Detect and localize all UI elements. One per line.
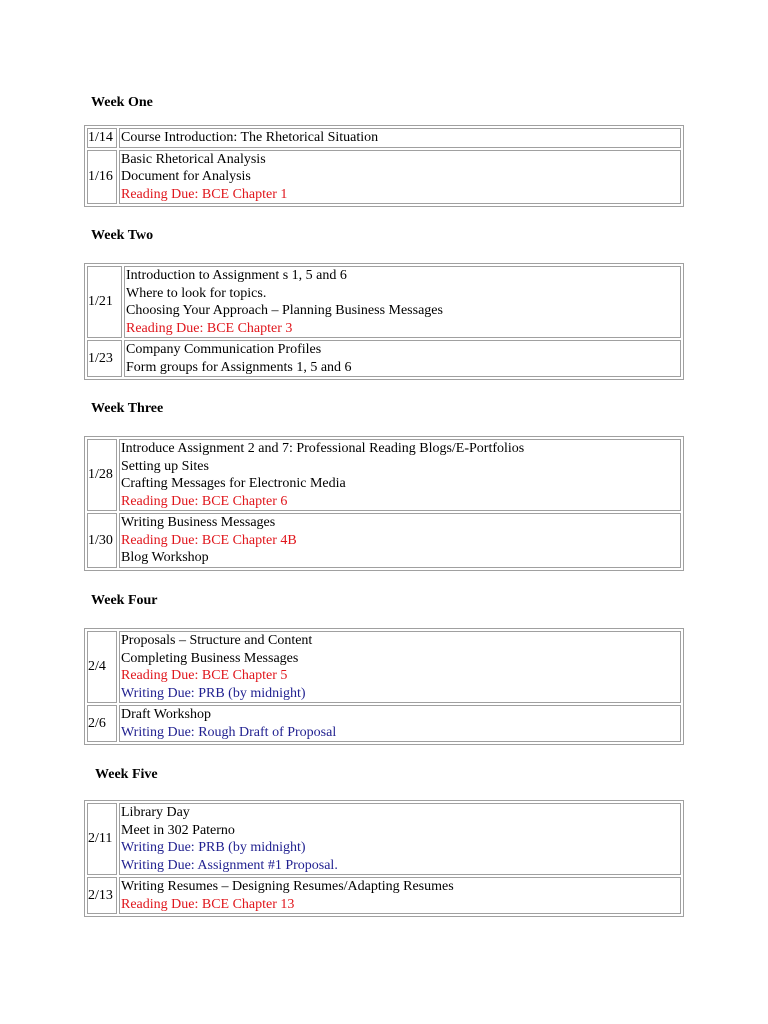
session-line: Basic Rhetorical Analysis <box>121 151 266 167</box>
session-details <box>119 128 681 148</box>
session-details <box>119 803 681 875</box>
session-line: Crafting Messages for Electronic Media <box>121 476 346 491</box>
session-date: 2/11 <box>87 803 117 875</box>
session-line: Library Day <box>121 805 190 820</box>
session-line: Introduce Assignment 2 and 7: Professional Reading Blogs/E-Portfolios <box>121 441 525 456</box>
session-details <box>124 266 681 338</box>
table-row <box>87 150 681 205</box>
session-line: Writing Resumes – Designing Resumes/Adapting Resumes <box>121 879 454 894</box>
session-details <box>119 705 681 742</box>
session-line: Completing Business Messages <box>121 650 299 666</box>
session-line: Choosing Your Approach – Planning Business Messages <box>126 303 443 318</box>
session-date: 2/4 <box>87 631 117 703</box>
week-heading: Week Two <box>91 228 154 243</box>
reading-due-line: Reading Due: BCE Chapter 5 <box>121 668 288 683</box>
session-details <box>119 877 681 914</box>
table-row <box>87 439 681 511</box>
session-line: Meet in 302 Paterno <box>121 822 235 838</box>
reading-due-line: Reading Due: BCE Chapter 1 <box>121 186 288 202</box>
writing-due-line: Writing Due: PRB (by midnight) <box>121 685 306 701</box>
session-line: Draft Workshop <box>121 707 211 722</box>
session-details <box>119 513 681 568</box>
reading-due-line: Reading Due: BCE Chapter 3 <box>126 320 293 336</box>
session-line: Company Communication Profiles <box>126 342 322 357</box>
session-line: Proposals – Structure and Content <box>121 633 313 648</box>
session-line: Introduction to Assignment s 1, 5 and 6 <box>126 268 347 283</box>
table-row <box>87 128 681 148</box>
writing-due-line: Writing Due: Rough Draft of Proposal <box>121 724 337 740</box>
session-details <box>119 150 681 205</box>
session-line: Document for Analysis <box>121 169 251 184</box>
reading-due-line: Reading Due: BCE Chapter 13 <box>121 896 295 912</box>
table-row <box>87 877 681 914</box>
session-date: 1/21 <box>87 266 122 338</box>
session-date: 1/23 <box>87 340 122 377</box>
week-schedule-table <box>84 263 684 380</box>
session-date: 1/30 <box>87 513 117 568</box>
week-heading: Week Five <box>95 767 158 782</box>
table-row <box>87 266 681 338</box>
table-row <box>87 631 681 703</box>
session-line: Form groups for Assignments 1, 5 and 6 <box>126 359 352 375</box>
session-date: 1/28 <box>87 439 117 511</box>
reading-due-line: Reading Due: BCE Chapter 4B <box>121 532 297 548</box>
session-line: Blog Workshop <box>121 550 209 565</box>
week-schedule-table <box>84 800 684 917</box>
writing-due-line: Writing Due: PRB (by midnight) <box>121 840 306 855</box>
week-schedule-table <box>84 436 684 571</box>
session-details <box>119 631 681 703</box>
reading-due-line: Reading Due: BCE Chapter 6 <box>121 493 288 509</box>
week-schedule-table <box>84 628 684 745</box>
session-line: Where to look for topics. <box>126 285 267 301</box>
week-schedule-table <box>84 125 684 207</box>
writing-due-line: Writing Due: Assignment #1 Proposal. <box>121 857 338 873</box>
session-details <box>119 439 681 511</box>
table-row <box>87 705 681 742</box>
week-heading: Week Four <box>91 593 158 608</box>
session-date: 1/16 <box>87 150 117 205</box>
table-row <box>87 513 681 568</box>
session-date: 2/6 <box>87 705 117 742</box>
table-row <box>87 340 681 377</box>
session-date: 2/13 <box>87 877 117 914</box>
week-heading: Week Three <box>91 401 164 416</box>
session-line: Setting up Sites <box>121 458 209 474</box>
table-row <box>87 803 681 875</box>
session-line: Course Introduction: The Rhetorical Situation <box>121 130 379 145</box>
session-line: Writing Business Messages <box>121 515 276 530</box>
session-details <box>124 340 681 377</box>
week-heading: Week One <box>91 95 153 110</box>
session-date: 1/14 <box>87 128 117 148</box>
